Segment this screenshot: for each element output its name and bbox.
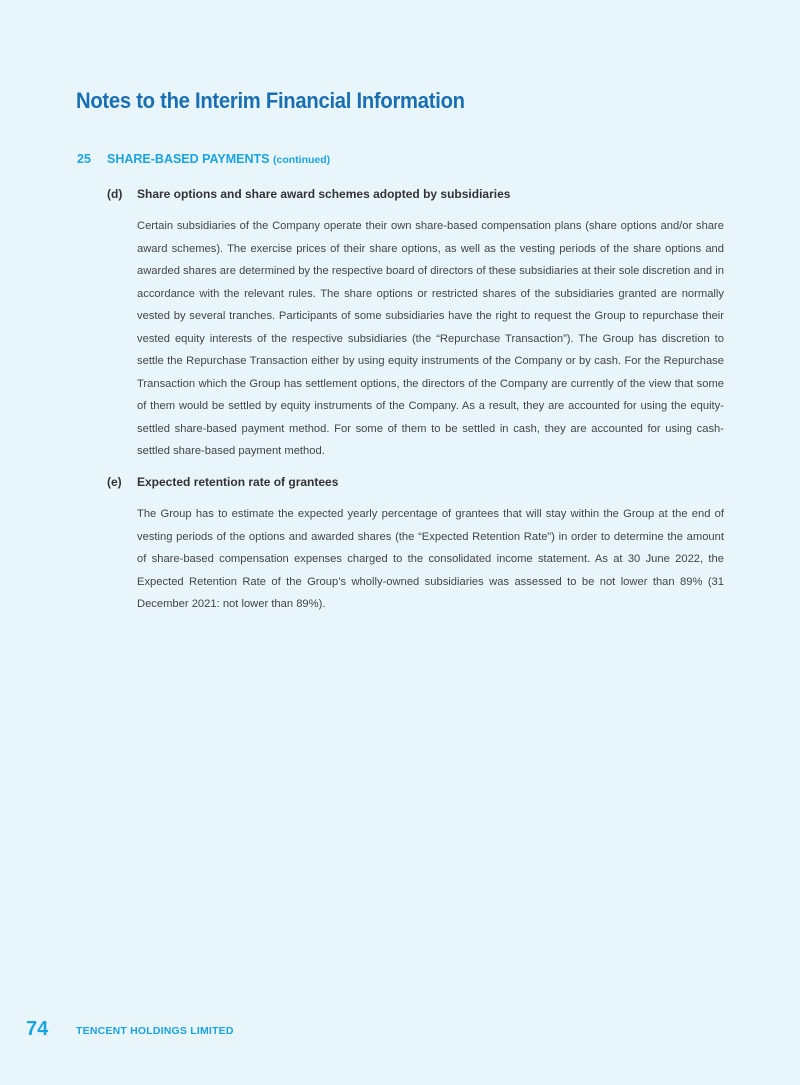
section-title: SHARE-BASED PAYMENTS <box>107 152 270 166</box>
subsection-body-d: Certain subsidiaries of the Company operate their own share-based compensation plans (share options and/or share award schemes). The exercise prices of their share options, as well as the vesting periods of the share options and awarded shares are determined by the respective board of directors of these subsidiaries at their sole discretion and in accordance with the relevant rules. The share options or restricted shares of the subsidiaries granted are normally vested by several tranches. Participants of some subsidiaries have the right to request the Group to repurchase their vested equity interests of the respective subsidiaries (the “Repurchase Transaction”). The Group has discretion to settle the Repurchase Transaction either by using equity instruments of the Company or by cash. For the Repurchase Transaction which the Group has settlement options, the directors of the Company are currently of the view that some of them would be settled by equity instruments of the Company. As a result, they are accounted for using the equity-settled share-based payment method. For some of them to be settled in cash, they are accounted for using cash-settled share-based payment method. <box>137 220 724 457</box>
subsection-letter: (d) <box>107 187 123 201</box>
subsection-body-e: The Group has to estimate the expected yearly percentage of grantees that will stay within the Group at the end of vesting periods of the options and awarded shares (the “Expected Retention Rate”) in order to determine the amount of share-based compensation expenses charged to the consolidated income statement. As at 30 June 2022, the Expected Retention Rate of the Group’s wholly-owned subsidiaries was assessed to be not lower than 89% (31 December 2021: not lower than 89%). <box>137 508 724 610</box>
section-continued: (continued) <box>273 154 331 166</box>
subsection-title: Expected retention rate of grantees <box>137 475 339 489</box>
subsection-heading-e <box>107 475 338 489</box>
subsection-letter: (e) <box>107 475 122 489</box>
page-number: 74 <box>26 1018 49 1040</box>
subsection-heading-d <box>107 187 510 201</box>
company-name: TENCENT HOLDINGS LIMITED <box>76 1025 234 1037</box>
subsection-title: Share options and share award schemes adopted by subsidiaries <box>137 187 511 201</box>
section-heading <box>77 152 330 166</box>
page-title: Notes to the Interim Financial Information <box>76 88 465 113</box>
section-number: 25 <box>77 152 91 166</box>
